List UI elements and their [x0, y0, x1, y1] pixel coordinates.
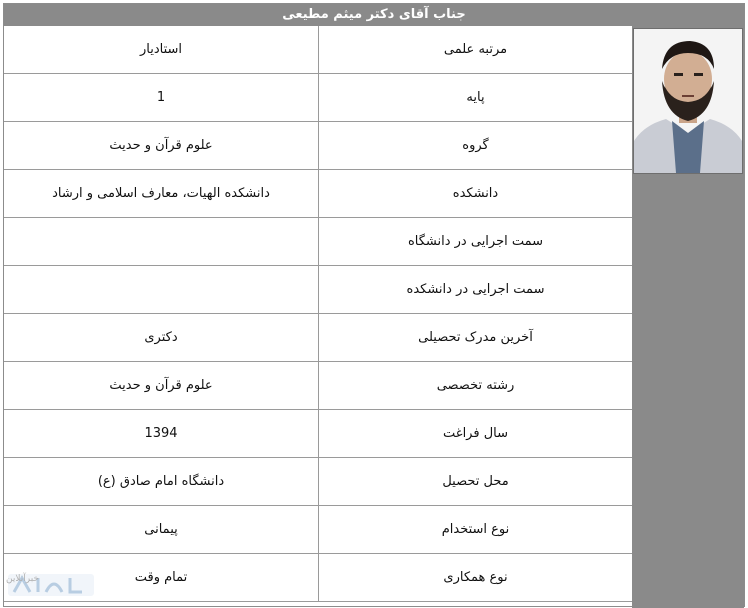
- avatar: [633, 28, 743, 174]
- table-row: [4, 266, 632, 314]
- table-row: [4, 122, 632, 170]
- row-label: پایه: [318, 74, 632, 121]
- row-label: رشته تخصصی: [318, 362, 632, 409]
- table-row: [4, 26, 632, 74]
- row-label: محل تحصیل: [318, 458, 632, 505]
- table-row: [4, 170, 632, 218]
- row-value: تمام وقت: [134, 570, 188, 585]
- row-value: پیمانی: [144, 522, 178, 537]
- table-row: [4, 554, 632, 602]
- table-row: [4, 506, 632, 554]
- row-label: نوع همکاری: [318, 554, 632, 601]
- row-value: علوم قرآن و حدیث: [109, 378, 213, 393]
- table-row: [4, 74, 632, 122]
- table-row: [4, 410, 632, 458]
- row-value: دکتری: [144, 330, 178, 345]
- row-label: آخرین مدرک تحصیلی: [318, 314, 632, 361]
- row-value: [4, 218, 318, 265]
- table-row: [4, 314, 632, 362]
- row-label: سال فراغت: [318, 410, 632, 457]
- row-value: علوم قرآن و حدیث: [109, 138, 213, 153]
- page-title: جناب آقای دکتر میثم مطیعی: [4, 4, 744, 26]
- profile-panel: [3, 3, 745, 607]
- profile-photo: [634, 29, 742, 173]
- row-label: سمت اجرایی در دانشگاه: [318, 218, 632, 265]
- row-value: استادیار: [139, 42, 183, 57]
- row-label: دانشکده: [318, 170, 632, 217]
- info-table: [4, 26, 632, 602]
- row-value: 1: [156, 90, 166, 105]
- table-row: [4, 458, 632, 506]
- row-value: دانشکده الهیات، معارف اسلامی و ارشاد: [52, 186, 270, 201]
- row-value: دانشگاه امام صادق (ع): [97, 474, 225, 489]
- table-row: [4, 362, 632, 410]
- row-value: 1394: [144, 426, 178, 441]
- table-row: [4, 218, 632, 266]
- watermark-text: خبرآنلاین: [6, 574, 39, 584]
- row-label: نوع استخدام: [318, 506, 632, 553]
- row-label: گروه: [318, 122, 632, 169]
- row-label: مرتبه علمی: [318, 26, 632, 73]
- photo-column: [632, 26, 744, 608]
- row-label: سمت اجرایی در دانشکده: [318, 266, 632, 313]
- row-value: [4, 266, 318, 313]
